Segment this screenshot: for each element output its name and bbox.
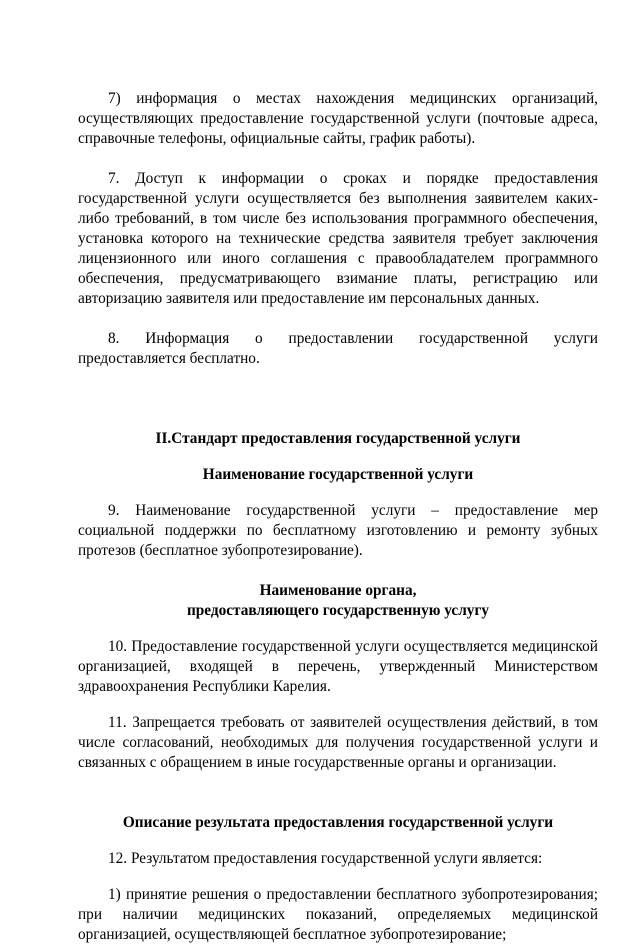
paragraph-8: 8. Информация о предоставлении государственной услуги предоставляется бесплатно.	[78, 330, 598, 367]
paragraph-7-access: 7. Доступ к информации о сроках и порядке предоставления государственной услуги осуществляется без выполнения заявителем каких-либо требований, в том числе без использования программного обеспечения, установка которого на технические средства заявителя требует заключения лицензионного или иного соглашения с правообладателем программного обеспечения, предусматривающего взимание платы, регистрацию или авторизацию заявителя или предоставление им персональных данных.	[78, 170, 598, 307]
result-description-heading: Описание результата предоставления государственной услуги	[122, 814, 554, 831]
paragraph-11: 11. Запрещается требовать от заявителей осуществления действий, в том числе согласований, необходимых для получения государственной услуги и связанных с обращением в иные государственные органы и организации.	[78, 714, 598, 771]
paragraph-10: 10. Предоставление государственной услуги осуществляется медицинской организацией, входящей в перечень, утвержденный Министерством здравоохранения Республики Карелия.	[78, 638, 598, 695]
paragraph-12-item-1: 1) принятие решения о предоставлении бесплатного зубопротезирования; при наличии медицинских показаний, определяемых медицинской организацией, осуществляющей бесплатное зубопротезирование;	[78, 886, 598, 943]
authority-heading-line-2: предоставляющего государственную услугу	[186, 602, 490, 619]
authority-heading	[78, 581, 598, 621]
paragraph-9: 9. Наименование государственной услуги – предоставление мер социальной поддержки по бесплатному изготовлению и ремонту зубных протезов (бесплатное зубопротезирование).	[78, 502, 598, 559]
document-page	[78, 89, 598, 945]
paragraph-7-info: 7) информация о местах нахождения медицинских организаций, осуществляющих предоставление государственной услуги (почтовые адреса, справочные телефоны, официальные сайты, график работы).	[78, 90, 598, 147]
paragraph-12: 12. Результатом предоставления государственной услуги является:	[108, 850, 543, 867]
section-ii-heading: II.Стандарт предоставления государственной услуги	[155, 430, 521, 447]
service-name-heading: Наименование государственной услуги	[202, 466, 474, 483]
authority-heading-line-1: Наименование органа,	[259, 582, 417, 599]
